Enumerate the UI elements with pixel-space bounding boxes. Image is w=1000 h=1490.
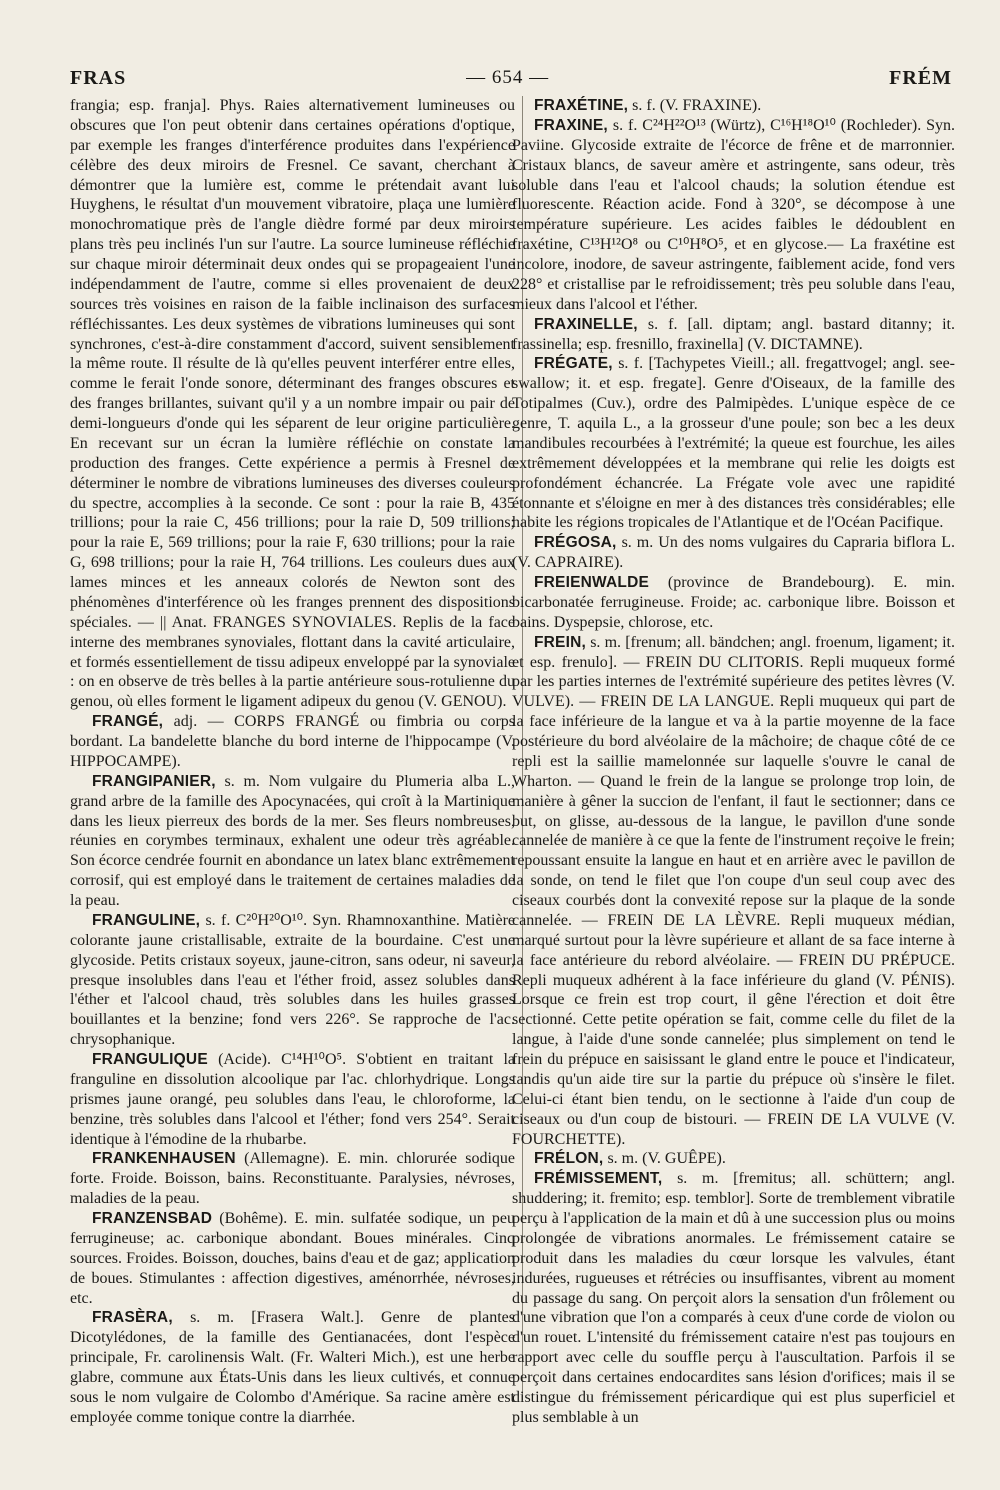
entry: [70, 1308, 515, 1427]
entry-continuation: [70, 96, 515, 712]
entry: [70, 1050, 515, 1149]
entry-text: s. f. C²⁰H²⁰O¹⁰. Syn. Rhamnoxanthine. Matière colorante jaune cristallisable, extraite de la bourdaine. C'est une glycoside. Petits cristaux soyeux, jaune-citron, sans odeur, ni saveur, presque insolubles dans l'eau et l'éther froid, assez solubles dans l'éther et l'alcool chaud, très solubles dans les huiles grasses bouillantes et la benzine; fond vers 226°. Se rapproche de l'ac. chrysophanique.: [70, 911, 515, 1049]
entry-text: s. f. C²⁴H²²O¹³ (Würtz), C¹⁶H¹⁸O¹⁰ (Rochleder). Syn. Paviine. Glycoside extraite de l'écorce de frêne et de marronnier. Cristaux blancs, de saveur amère et astringente, sans odeur, très soluble dans l'eau et l'alcool chauds; la solution étendue est fluorescente. Réaction acide. Fond à 320°, se décompose à une température supérieure. Les acides faibles le dédoublent en fraxétine, C¹³H¹²O⁸ ou C¹⁰H⁸O⁵, et en glycose.— La fraxétine est incolore, inodore, de saveur astringente, faiblement acide, fond vers 228° et cristallise par le refroidissement; très peu soluble dans l'eau, mieux dans l'alcool et l'éther.: [512, 116, 956, 313]
entry-headword: FRÉMISSEMENT,: [534, 1170, 663, 1188]
entry: [512, 96, 955, 116]
entry: [512, 315, 955, 355]
entry-text: s. m. Nom vulgaire du Plumeria alba L., grand arbre de la famille des Apocynacées, qui croît à la Martinique dans les lieux pierreux des bords de la mer. Ses fleurs nombreuses, réunies en corymbes terminaux, exhalent une odeur très agréable. Son écorce cendrée fournit en abondance un latex blanc extrêmement corrosif, qui est employé dans le traitement de certaines maladies de la peau.: [70, 772, 516, 909]
entry-headword: FRANGULIQUE: [92, 1051, 208, 1068]
entry-headword: FRAXINE,: [534, 116, 608, 134]
entry-text: s. m. Un des noms vulgaires du Capraria biflora L. (V. CAPRAIRE).: [512, 534, 956, 572]
entry-text: s. m. [fremitus; all. schüttern; angl. shuddering; it. fremito; esp. temblor]. Sorte de tremblement vibratile perçu à l'application de la main et dû à une succession plus ou moins prolongée de vibrations anormales. Le frémissement cataire se produit dans les maladies du cœur lorsque les valvules, étant indurées, rugueuses et rétrécies ou insuffisantes, vibrent au moment du passage du sang. On perçoit alors la sensation d'un frôlement ou d'une vibration que l'on a comparés à ceux d'une corde de violon ou d'un rouet. L'intensité du frémissement cataire n'est pas toujours en rapport avec celle du souffle perçu à l'auscultation. Parfois il se perçoit dans certaines endocardites sans lésion d'orifices; mais il se distingue du frémissement péricardique qui est plus superficiel et plus semblable à un: [512, 1170, 956, 1426]
entry-text: s. m. [Frasera Walt.]. Genre de plantes Dicotylédones, de la famille des Gentianacées, dont l'espèce principale, Fr. carolinensis Walt. (Fr. Walteri Mich.), est une herbe glabre, commune aux États-Unis dans les lieux cultivés, et connue sous le nom vulgaire de Colombo d'Amérique. Sa racine amère est employée comme tonique contre la diarrhée.: [70, 1309, 515, 1426]
entry: [70, 772, 515, 911]
entry-headword: FRANGULINE,: [92, 911, 201, 929]
page-number: — 654 —: [466, 67, 550, 88]
entry: [512, 116, 955, 315]
entry-headword: FRAXINELLE,: [534, 315, 638, 333]
entry-text: frangia; esp. franja]. Phys. Raies alternativement lumineuses ou obscures que l'on peut obtenir dans certaines opérations d'optique, par exemple les franges d'interférence produites dans l'expérience célèbre des deux miroirs de Fresnel. Ce savant, cherchant à démontrer que la lumière est, comme le prétendait avant lui Huyghens, le résultat d'un mouvement vibratoire, plaça une lumière monochromatique près de l'angle dièdre formé par deux miroirs plans très peu inclinés l'un sur l'autre. La source lumineuse réfléchie sur chaque miroir déterminait deux ondes qui se propageaient l'une indépendamment de l'autre, comme si elles provenaient de deux sources très voisines en raison de la faible inclinaison des surfaces réfléchissantes. Les deux systèmes de vibrations lumineuses qui sont synchrones, c'est-à-dire constamment d'accord, suivent sensiblement la même route. Il résulte de là qu'elles peuvent interférer entre elles, comme le ferait l'onde sonore, déterminant des franges obscures et des franges brillantes, suivant qu'il y a un nombre impair ou pair de demi-longueurs d'onde qui les séparent de leur origine particulière. En recevant sur un écran la lumière réfléchie on constate la production des franges. Cette expérience a permis à Fresnel de déterminer le nombre de vibrations lumineuses des diverses couleurs du spectre, accomplies à la seconde. Ce sont : pour la raie B, 435 trillions; pour la raie C, 456 trillions; pour la raie D, 509 trillions; pour la raie E, 569 trillions; pour la raie F, 630 trillions; pour la raie G, 698 trillions; pour la raie H, 764 trillions. Les couleurs dues aux lames minces et les anneaux colorés de Newton sont des phénomènes d'interférence où les franges prennent des dispositions spéciales. — || Anat. FRANGES SYNOVIALES. Replis de la face interne des membranes synoviales, flottant dans la cavité articulaire, et formés essentiellement de tissu adipeux enveloppé par la synoviale : on en observe de très belles à la partie antérieure sous-rotulienne du genou, où elles forment le ligament adipeux du genou (V. GENOU).: [70, 97, 515, 711]
entry-text: s. m. [frenum; all. bändchen; angl. froenum, ligament; it. et esp. frenulo]. — FREIN DU CLITORIS. Repli muqueux formé par les parties internes de l'extrémité supérieure des petites lèvres (V. VULVE). — FREIN DE LA LANGUE. Repli muqueux qui part de la face inférieure de la langue et va à la partie moyenne de la face postérieure du bord alvéolaire de la mâchoire; de chaque côté de ce repli est la saillie mamelonnée sur laquelle s'ouvre le canal de Wharton. — Quand le frein de la langue se prolonge trop loin, de manière à gêner la succion de l'enfant, il faut le sectionner; dans ce but, on glisse, au-dessous de la langue, le pavillon d'une sonde cannelée de manière à ce que la fente de l'instrument reçoive le frein; repoussant ensuite la langue en haut et en arrière avec le pavillon de la sonde, on tend le filet que l'on coupe d'un seul coup avec des ciseaux courbés dont la convexité repose sur la plaque de la sonde cannelée. — FREIN DE LA LÈVRE. Repli muqueux médian, marqué surtout pour la lèvre supérieure et allant de sa face interne à la face antérieure du rebord alvéolaire. — FREIN DU PRÉPUCE. Repli muqueux adhérent à la face inférieure du gland (V. PÉNIS). Lorsque ce frein est trop court, il gêne l'érection et doit être sectionné. Cette petite opération se fait, comme celle du filet de la langue, à l'aide d'une sonde cannelée; plus simplement on tend le frein du prépuce en saisissant le gland entre le pouce et l'indicateur, tandis qu'un aide tire sur la partie du prépuce où s'insère le filet. Celui-ci étant bien tendu, on le sectionne à l'aide d'un coup de ciseaux ou d'un coup de bistouri. — FREIN DE LA VULVE (V. FOURCHETTE).: [512, 633, 955, 1148]
entry-text: s. f. (V. FRAXINE).: [632, 97, 762, 114]
entry: [70, 911, 515, 1050]
entry: [70, 1149, 515, 1209]
entry-headword: FRAXÉTINE,: [534, 97, 629, 114]
entry-text: (Acide). C¹⁴H¹⁰O⁵. S'obtient en traitant la franguline en dissolution alcoolique par l'ac. chlorhydrique. Longs prismes jaune orangé, peu solubles dans l'eau, le chloroforme, la benzine, très solubles dans l'alcool et l'éther; fond vers 254°. Serait identique à l'émodine de la rhubarbe.: [70, 1051, 516, 1148]
entry-headword: FRÉGATE,: [534, 355, 613, 373]
entry-text: s. m. (V. GUÊPE).: [607, 1150, 726, 1168]
running-header: [70, 62, 952, 94]
entry-text: (Bohême). E. min. sulfatée sodique, un peu ferrugineuse; ac. carbonique abondant. Boues minérales. Cinq sources. Froides. Boisson, douches, bains d'eau et de gaz; application de boues. Stimulantes : affection digestives, aménorrhée, névroses, etc.: [70, 1210, 516, 1307]
entry: [512, 1169, 955, 1427]
entry: [512, 354, 955, 533]
entry: [70, 1209, 515, 1308]
entry-headword: FRANKENHAUSEN: [92, 1150, 236, 1168]
entry-headword: FRANGIPANIER,: [92, 772, 216, 790]
entry: [512, 573, 955, 633]
entry-text: s. f. [all. diptam; angl. bastard ditanny; it. frassinella; esp. fresnillo, fraxinella] (V. DICTAMNE).: [512, 315, 955, 353]
entry-text: (Allemagne). E. min. chlorurée sodique forte. Froide. Boisson, bains. Reconstituante. Paralysies, névroses, maladies de la peau.: [70, 1150, 515, 1208]
entry-headword: FRANZENSBAD: [92, 1210, 213, 1227]
entry: [70, 712, 515, 772]
entry-text: (province de Brandebourg). E. min. bicarbonatée ferrugineuse. Froide; ac. carbonique libre. Boisson et bains. Dyspepsie, chlorose, etc.: [512, 574, 956, 631]
entry-headword: FREIN,: [534, 633, 587, 651]
entry-headword: FRASÈRA,: [92, 1309, 173, 1327]
entry-headword: FRÉGOSA,: [534, 534, 617, 552]
entry: [512, 633, 955, 1150]
entry-headword: FRÉLON,: [534, 1150, 604, 1168]
entry-text: s. f. [Tachypetes Vieill.; all. fregattvogel; angl. see-swallow; it. et esp. fregate]. Genre d'Oiseaux, de la famille des Totipalmes (Cuv.), ordre des Palmipèdes. L'unique espèce de ce genre, T. aquila L., a la grosseur d'une poule; son bec a les deux mandibules recourbées à l'extrémité; la queue est fourchue, les ailes extrêmement développées et la membrane qui relie les doigts est profondément échancrée. La Frégate vole avec une rapidité étonnante et s'éloigne en mer à des distances très considérables; elle habite les régions tropicales de l'Atlantique et de l'Océan Pacifique.: [512, 355, 956, 532]
entry-text: adj. — CORPS FRANGÉ ou fimbria ou corps bordant. La bandelette blanche du bord interne de l'hippocampe (V. HIPPOCAMPE).: [70, 713, 516, 770]
left-column: [70, 96, 515, 1428]
entry: [512, 1149, 955, 1169]
entry-headword: FRANGÉ,: [92, 713, 164, 731]
entry: [512, 533, 955, 573]
header-right-guideword: FRÉM: [889, 66, 952, 89]
right-column: [512, 96, 955, 1428]
entry-headword: FREIENWALDE: [534, 574, 650, 591]
header-left-guideword: FRAS: [70, 66, 127, 89]
